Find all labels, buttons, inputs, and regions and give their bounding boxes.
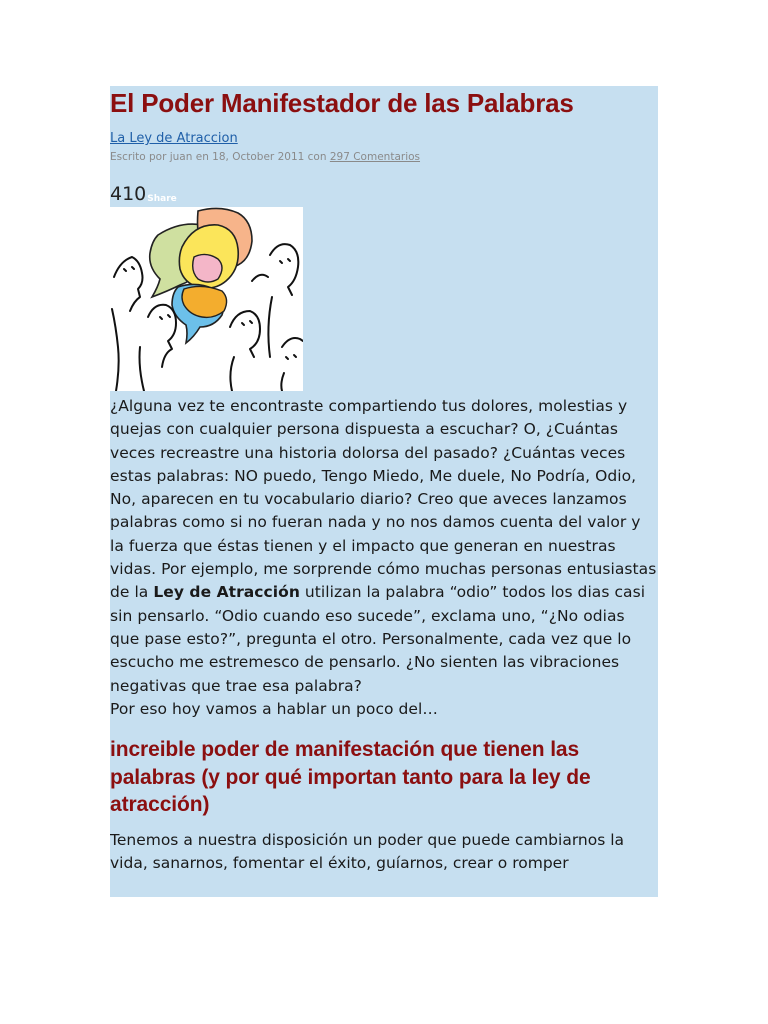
share-widget[interactable]: [110, 183, 658, 205]
article-meta: [110, 149, 658, 165]
intro-paragraph: [110, 395, 658, 721]
intro-text-3: Por eso hoy vamos a hablar un poco del…: [110, 699, 438, 718]
article: [110, 86, 658, 897]
article-title: El Poder Manifestador de las Palabras: [110, 88, 574, 118]
share-button[interactable]: Share: [147, 194, 177, 204]
category-link[interactable]: La Ley de Atraccion: [110, 131, 238, 146]
intro-bold-term: Ley de Atracción: [153, 583, 300, 602]
intro-text-2: utilizan la palabra “odio” todos los dias casi sin pensarlo. “Odio cuando eso sucede”, exclama uno, “¿No odias que pase esto?”, pregunta el otro. Personalmente, cada vez que lo escucho me estremesco de pensarlo. ¿No sienten las vibraciones negativas que trae esa palabra?: [110, 583, 646, 695]
section-paragraph: Tenemos a nuestra disposición un poder que puede cambiarnos la vida, sanarnos, fomentar el éxito, guíarnos, crear o romper: [110, 830, 625, 872]
intro-text-1: ¿Alguna vez te encontraste compartiendo tus dolores, molestias y quejas con cualquier persona dispuesta a escuchar? O, ¿Cuántas veces recreastre una historia dolorsa del pasado? ¿Cuántas veces estas palabras: NO puedo, Tengo Miedo, Me duele, No Podría, Odio, No, aparecen en tu vocabulario diario? Creo que aveces lanzamos palabras como si no fueran nada y no nos damos cuenta del valor y la fuerza que éstas tienen y el impacto que generan en nuestras vidas. Por ejemplo, me sorprende cómo muchas personas entusiastas de la: [110, 397, 657, 602]
section-heading: increible poder de manifestación que tienen las palabras (y por qué importan tanto para la ley de atracción): [110, 738, 591, 817]
meta-author-date: Escrito por juan en 18, October 2011 con: [110, 151, 330, 163]
comments-link[interactable]: 297 Comentarios: [329, 151, 421, 163]
people-speech-bubbles-illustration: [110, 207, 303, 391]
share-count: 410: [110, 183, 147, 205]
